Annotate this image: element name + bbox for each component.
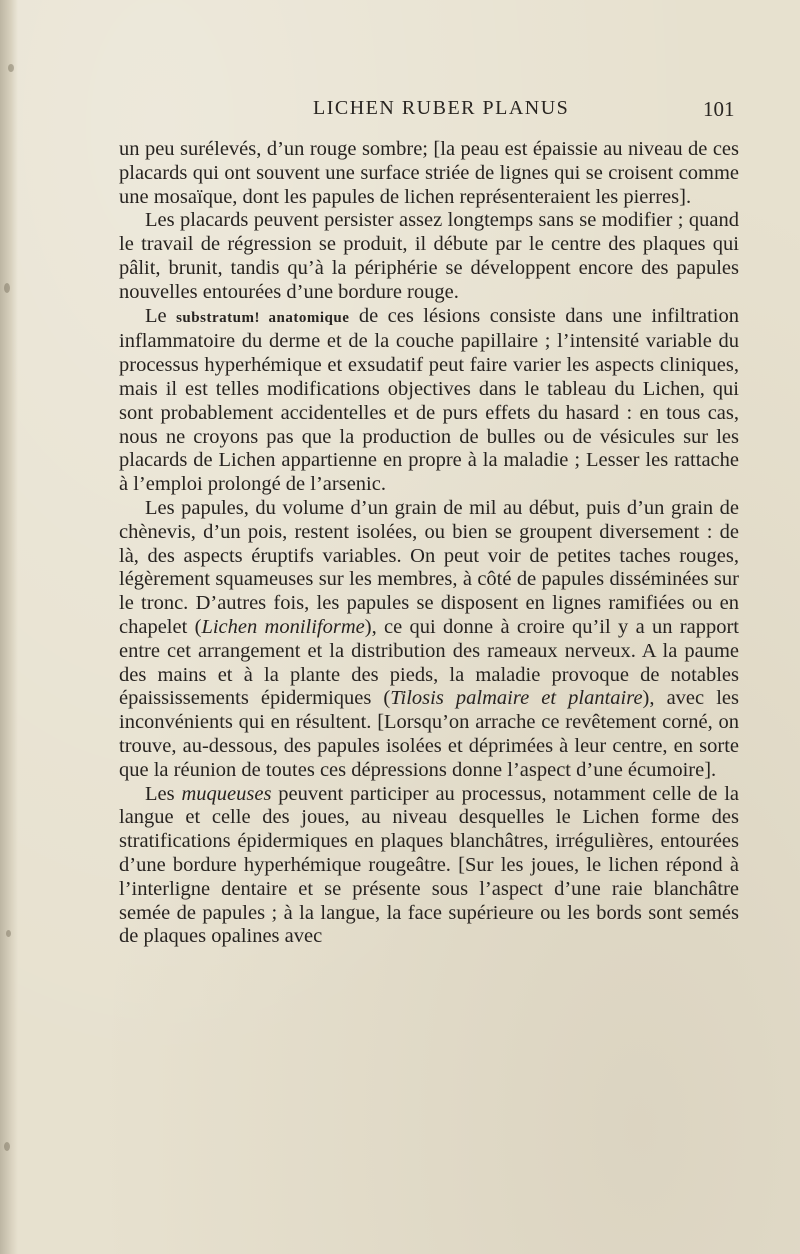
paper-speck [8, 64, 14, 72]
body-text [119, 138, 739, 949]
page-header [0, 97, 800, 127]
paper-speck [4, 1142, 10, 1151]
paragraph-5-text: peuvent participer au processus, notamment celle de la langue et celle des joues, au niveau desquelles le Lichen forme des stratifications épidermiques en plaques blanchâtres, irrégulières, entourées d’une bordure hyperhémique rougeâtre. [Sur les joues, le lichen répond à l’interligne dentaire et se présente sous l’aspect d’une raie blanchâtre semée de papules ; à la langue, la face supérieure ou les bords sont semés de plaques opalines avec [119, 782, 739, 948]
paragraph-4-italic-tilosis: Tilosis palmaire et plantaire [390, 687, 643, 710]
page-number: 101 [703, 97, 735, 121]
paragraph-3-intro: Le [145, 304, 167, 327]
paragraph-4-text-a: Les papules, du volume d’un grain de mil au début, puis d’un grain de chènevis, d’un pois, restent isolées, ou bien se groupent diversement : de là, des aspects éruptifs variables. On peut voir de petites taches rouges, légèrement squameuses sur les membres, à côté de papules disséminées sur le tronc. D’autres fois, les papules se disposent en lignes ramifiées ou en chapelet ( [119, 496, 739, 638]
paragraph-2 [119, 209, 739, 304]
paragraph-4-text-c: ), avec les inconvénients qui en résultent. [Lorsqu’on arrache ce revêtement corné, on trouve, au-dessous, des papules isolées et déprimées à leur centre, en sorte que la réunion de toutes ces dépressions donne l’aspect d’une écumoire]. [119, 687, 739, 781]
running-head: LICHEN RUBER PLANUS [313, 97, 570, 119]
paragraph-5-intro: Les [145, 782, 175, 805]
paragraph-1-text: un peu surélevés, d’un rouge sombre; [la peau est épaissie au niveau de ces placards qui ont souvent une surface striée de lignes qui se croisent comme une mosaïque, dont les papules de lichen représenteraient les pierres]. [119, 138, 739, 208]
paragraph-1 [119, 138, 739, 209]
paragraph-4 [119, 497, 739, 783]
paragraph-5 [119, 783, 739, 950]
paragraph-5-italic-muqueuses: muqueuses [181, 782, 272, 805]
paragraph-4-italic-lichen: Lichen moniliforme [201, 615, 365, 638]
paper-speck [6, 930, 11, 937]
paragraph-4-text-b: ), ce qui donne à croire qu’il y a un rapport entre cet arrangement et la distribution des rameaux nerveux. A la paume des mains et à la plante des pieds, la maladie provoque de notables épaississements épidermiques ( [119, 615, 739, 710]
paragraph-3-bold-term: substratum! anatomique [176, 309, 350, 326]
paragraph-3 [119, 305, 739, 497]
paragraph-2-text: Les placards peuvent persister assez longtemps sans se modifier ; quand le travail de régression se produit, il débute par le centre des plaques qui pâlit, brunit, tandis qu’à la périphérie se développent encore des papules nouvelles entourées d’une bordure rouge. [119, 209, 739, 303]
paragraph-3-text: de ces lésions consiste dans une infiltration inflammatoire du derme et de la couche papillaire ; l’intensité variable du processus hyperhémique et exsudatif peut faire varier les aspects cliniques, mais il est telles modifications objectives dans le tableau du Lichen, qui sont probablement accidentelles et de purs effets du hasard : en tous cas, nous ne croyons pas que la production de bulles ou de vésicules sur les placards de Lichen appartienne en propre à la maladie ; Lesser les rattache à l’emploi prolongé de l’arsenic. [119, 304, 740, 496]
binding-shadow [0, 0, 18, 1254]
paper-speck [4, 283, 10, 293]
